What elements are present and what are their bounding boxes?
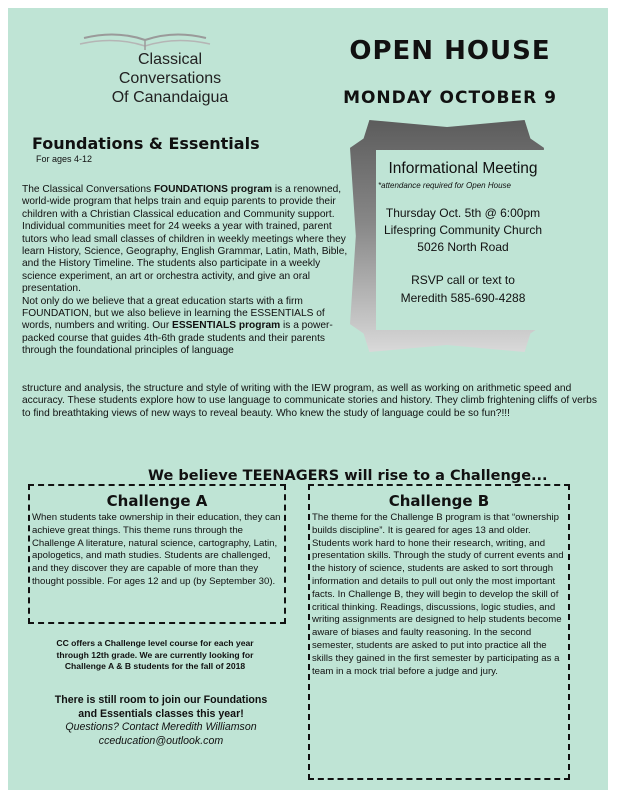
challenge-b-title: Challenge B	[388, 492, 490, 510]
logo-line-2: Conversations	[118, 70, 222, 87]
foundations-paragraph-1	[22, 184, 352, 296]
room-line-3: Questions? Contact Meredith Williamson	[65, 721, 257, 733]
foundations-p2-start: Not only do we believe that a great education starts with a firm FOUNDATION, but we also believe in learning the ESSENTIALS of words, numbers and writing. Our	[22, 295, 325, 332]
foundations-body	[22, 184, 352, 358]
contact-email: cceducation@outlook.com	[98, 734, 224, 747]
info-meeting-contact: Meredith 585-690-4288	[400, 291, 526, 305]
foundations-paragraph-2	[22, 296, 352, 358]
info-meeting-when: Thursday Oct. 5th @ 6:00pm	[385, 206, 541, 220]
room-line-1: There is still room to join our Foundations	[54, 694, 268, 706]
foundations-p1-start: The Classical Conversations	[22, 184, 154, 195]
info-meeting-rsvp: RSVP call or text to	[411, 273, 515, 287]
teenagers-heading: We believe TEENAGERS will rise to a Challenge...	[148, 468, 548, 484]
info-meeting-title: Informational Meeting	[388, 160, 538, 177]
open-house-title: OPEN HOUSE	[349, 36, 551, 66]
essentials-program-name: ESSENTIALS program	[172, 320, 281, 332]
logo	[60, 28, 230, 110]
informational-meeting	[378, 160, 548, 307]
foundations-paragraph-2-continued: structure and analysis, the structure and style of writing with the IEW program, as well as working on arithmetic speed and accuracy. These students explore how to use language to communicate stories and history. They climb frightening cliffs of verbs to find breathtaking views of new ways to reveal beauty. Who knew the study of language could be so fun?!!!	[22, 383, 597, 419]
room-line-2: and Essentials classes this year!	[78, 707, 244, 720]
open-house-date: MONDAY OCTOBER 9	[343, 88, 557, 108]
foundations-p2-end: is a power-packed course that guides 4th-6th grade students and their parents through the foundational principles of language	[22, 320, 333, 357]
info-meeting-note: *attendance required for Open House	[378, 181, 511, 190]
foundations-title: Foundations & Essentials	[32, 134, 260, 153]
logo-line-1: Classical	[137, 51, 202, 68]
info-meeting-place: Lifespring Community Church	[383, 223, 543, 237]
still-room-notice	[30, 694, 292, 748]
challenge-b-body: The theme for the Challenge B program is that “ownership builds discipline”. It is geared for ages 13 and older. Students work hard to hone their research, writing, and presentation skills. Through the study of current events and the history of science, students are asked to sort through information and details to pull out only the most important facts. In Challenge B, they will begin to develop the skill of critical thinking. Readings, discussions, logic studies, and writing assignments are designed to help students become aware of biases and faulty reasoning. In the second semester, students are asked to put into practice all the skills they gained in the first semester by participating as a team in a mock trial before a judge and jury.	[312, 512, 564, 677]
info-meeting-address: 5026 North Road	[417, 240, 509, 254]
foundations-p1-end: is a renowned, world-wide program that helps train and equip parents to provide their children with a Christian Classical education and Community support. Individual communities meet for 24 weeks a year with trained, parent tutors who lead small classes of children in weekly meetings where they learn History, Science, Geography, English Grammar, Latin, Math, Bible, and the History Timeline. The students also participate in a weekly science experiment, an art or orchestra activity, and give an oral presentation.	[22, 184, 348, 295]
foundations-ages: For ages 4-12	[36, 154, 93, 164]
logo-line-3: Of Canandaigua	[111, 89, 229, 106]
foundations-program-name: FOUNDATIONS program	[153, 184, 273, 195]
challenge-a-title: Challenge A	[106, 492, 208, 510]
flyer-page	[8, 8, 608, 790]
cc-offer-text: CC offers a Challenge level course for each year through 12th grade. We are currently looking for Challenge A & B students for the fall of 2018	[56, 638, 254, 671]
challenge-a-body: When students take ownership in their education, they can achieve great things. This theme runs through the Challenge A literature, natural science, cartography, Latin, apologetics, and math studies. Students are challenged, and they discover they are capable of more than they thought possible. For ages 12 and up (by September 30).	[32, 512, 281, 587]
